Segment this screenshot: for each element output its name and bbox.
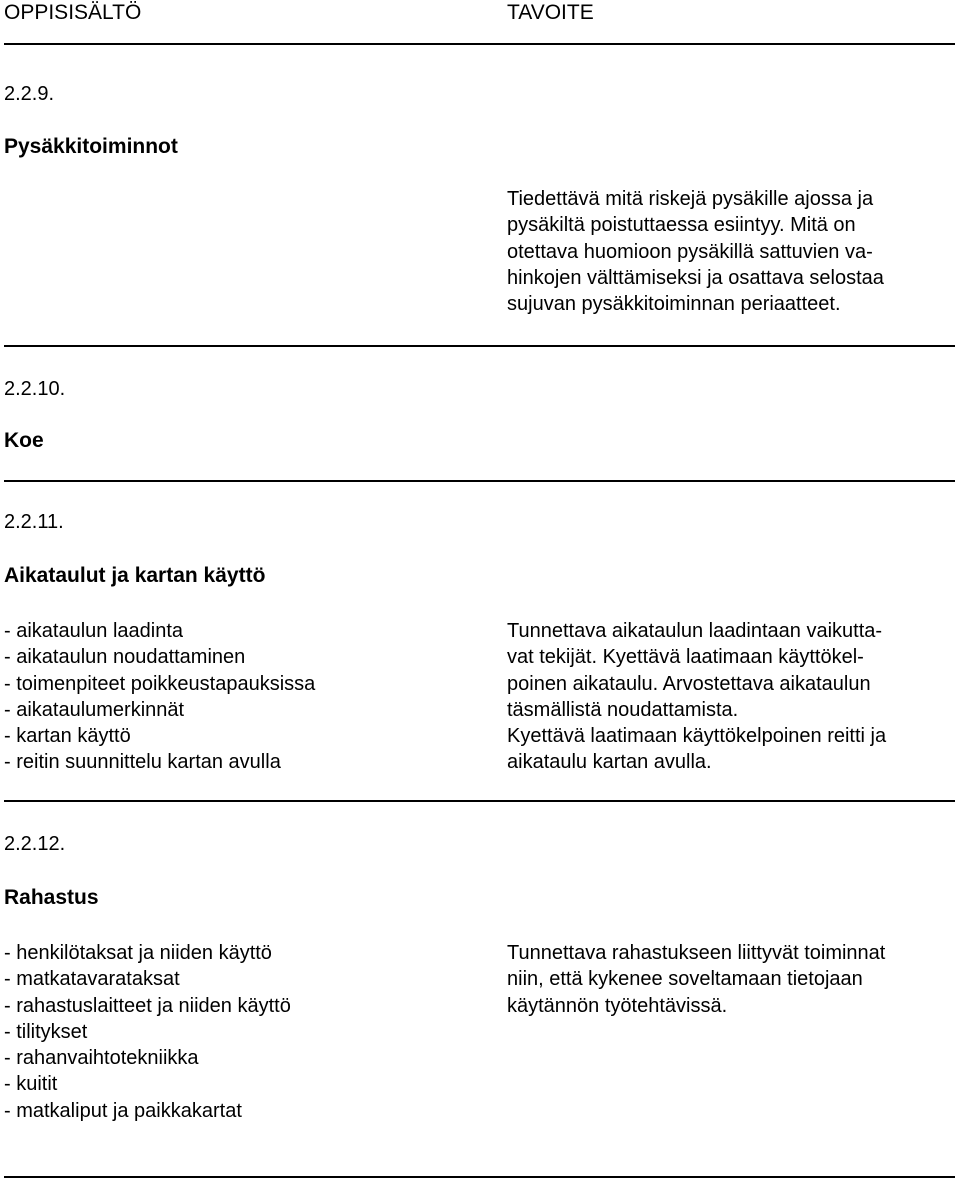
content-item: - tilitykset bbox=[4, 1020, 88, 1043]
goal-line: täsmällistä noudattamista. bbox=[507, 698, 739, 721]
goal-line: vat tekijät. Kyettävä laatimaan käyttökel- bbox=[507, 646, 864, 669]
content-item: - aikataulumerkinnät bbox=[4, 698, 185, 721]
section-content-list bbox=[4, 940, 291, 1124]
goal-line: Tunnettava rahastukseen liittyvät toiminnat bbox=[507, 942, 886, 964]
content-item: - kartan käyttö bbox=[4, 725, 131, 748]
section-goal bbox=[507, 186, 884, 317]
goal-line: niin, että kykenee soveltamaan tietojaan bbox=[507, 968, 863, 991]
section-goal bbox=[507, 618, 886, 776]
content-item: - rahastuslaitteet ja niiden käyttö bbox=[4, 994, 291, 1017]
goal-line: Tiedettävä mitä riskejä pysäkille ajossa ja bbox=[507, 188, 874, 210]
goal-line: otettava huomioon pysäkillä sattuvien va- bbox=[507, 240, 873, 263]
section-content-list bbox=[4, 618, 315, 776]
goal-line: Tunnettava aikataulun laadintaan vaikutta- bbox=[507, 620, 883, 642]
header-divider bbox=[4, 43, 955, 45]
section-divider bbox=[4, 480, 955, 482]
content-item: - henkilötaksat ja niiden käyttö bbox=[4, 942, 272, 964]
section-title: Rahastus bbox=[4, 886, 99, 909]
content-item: - rahanvaihtotekniikka bbox=[4, 1047, 199, 1070]
section-number: 2.2.11. bbox=[4, 511, 64, 533]
goal-line: poinen aikataulu. Arvostettava aikataulun bbox=[507, 672, 871, 695]
content-item: - reitin suunnittelu kartan avulla bbox=[4, 751, 281, 774]
content-item: - kuitit bbox=[4, 1073, 58, 1096]
section-number: 2.2.12. bbox=[4, 833, 66, 855]
content-item: - aikataulun laadinta bbox=[4, 620, 184, 642]
section-goal bbox=[507, 940, 885, 1019]
section-divider bbox=[4, 1176, 955, 1178]
section-divider bbox=[4, 345, 955, 347]
section-number: 2.2.10. bbox=[4, 378, 66, 400]
goal-line: Kyettävä laatimaan käyttökelpoinen reitti ja bbox=[507, 725, 887, 748]
content-item: - matkaliput ja paikkakartat bbox=[4, 1099, 242, 1122]
section-title: Pysäkkitoiminnot bbox=[4, 135, 178, 158]
content-item: - aikataulun noudattaminen bbox=[4, 646, 246, 669]
goal-line: sujuvan pysäkkitoiminnan periaatteet. bbox=[507, 293, 841, 316]
goal-line: pysäkiltä poistuttaessa esiintyy. Mitä on bbox=[507, 214, 856, 237]
goal-line: hinkojen välttämiseksi ja osattava selostaa bbox=[507, 266, 884, 289]
section-divider bbox=[4, 800, 955, 802]
section-title: Aikataulut ja kartan käyttö bbox=[4, 564, 266, 587]
content-item: - matkatavarataksat bbox=[4, 968, 180, 991]
column-header-goal: TAVOITE bbox=[507, 1, 594, 24]
goal-line: aikataulu kartan avulla. bbox=[507, 751, 712, 774]
content-item: - toimenpiteet poikkeustapauksissa bbox=[4, 672, 316, 695]
goal-line: käytännön työtehtävissä. bbox=[507, 994, 728, 1017]
column-header-content: OPPISISÄLTÖ bbox=[4, 1, 142, 24]
section-number: 2.2.9. bbox=[4, 83, 55, 105]
section-title: Koe bbox=[4, 429, 44, 452]
